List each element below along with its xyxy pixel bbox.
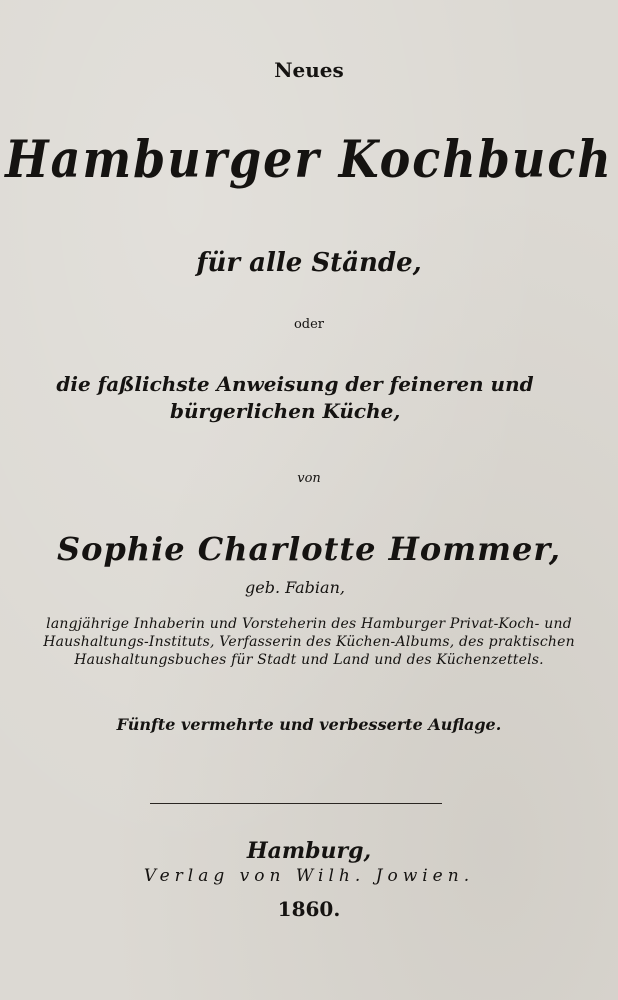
title-prefix: Neues xyxy=(274,58,344,82)
subtitle-line-2: die faßlichste Anweisung der feineren und xyxy=(56,372,534,396)
author-name: Sophie Charlotte Hommer, xyxy=(57,530,561,568)
publication-year: 1860. xyxy=(277,897,341,921)
author-birth-name: geb. Fabian, xyxy=(245,578,345,597)
subtitle-line-3: bürgerlichen Küche, xyxy=(170,399,401,423)
author-description-line-2: Haushaltungs-Instituts, Verfasserin des Küchen-Albums, des praktischen xyxy=(43,634,575,650)
divider-rule xyxy=(150,803,442,804)
subtitle-line-1: für alle Stände, xyxy=(196,248,422,278)
connector-oder: oder xyxy=(293,317,325,332)
author-description-line-3: Haushaltungsbuches für Stadt und Land und des Küchenzettels. xyxy=(74,652,544,668)
connector-von: von xyxy=(297,471,321,486)
publication-place: Hamburg, xyxy=(246,838,372,864)
book-title: Hamburger Kochbuch xyxy=(5,128,613,190)
author-description-line-1: langjährige Inhaberin und Vorsteherin des Hamburger Privat-Koch- und xyxy=(46,616,572,632)
edition-statement: Fünfte vermehrte und verbesserte Auflage. xyxy=(116,715,502,734)
publisher: Verlag von Wilh. Jowien. xyxy=(143,866,475,886)
